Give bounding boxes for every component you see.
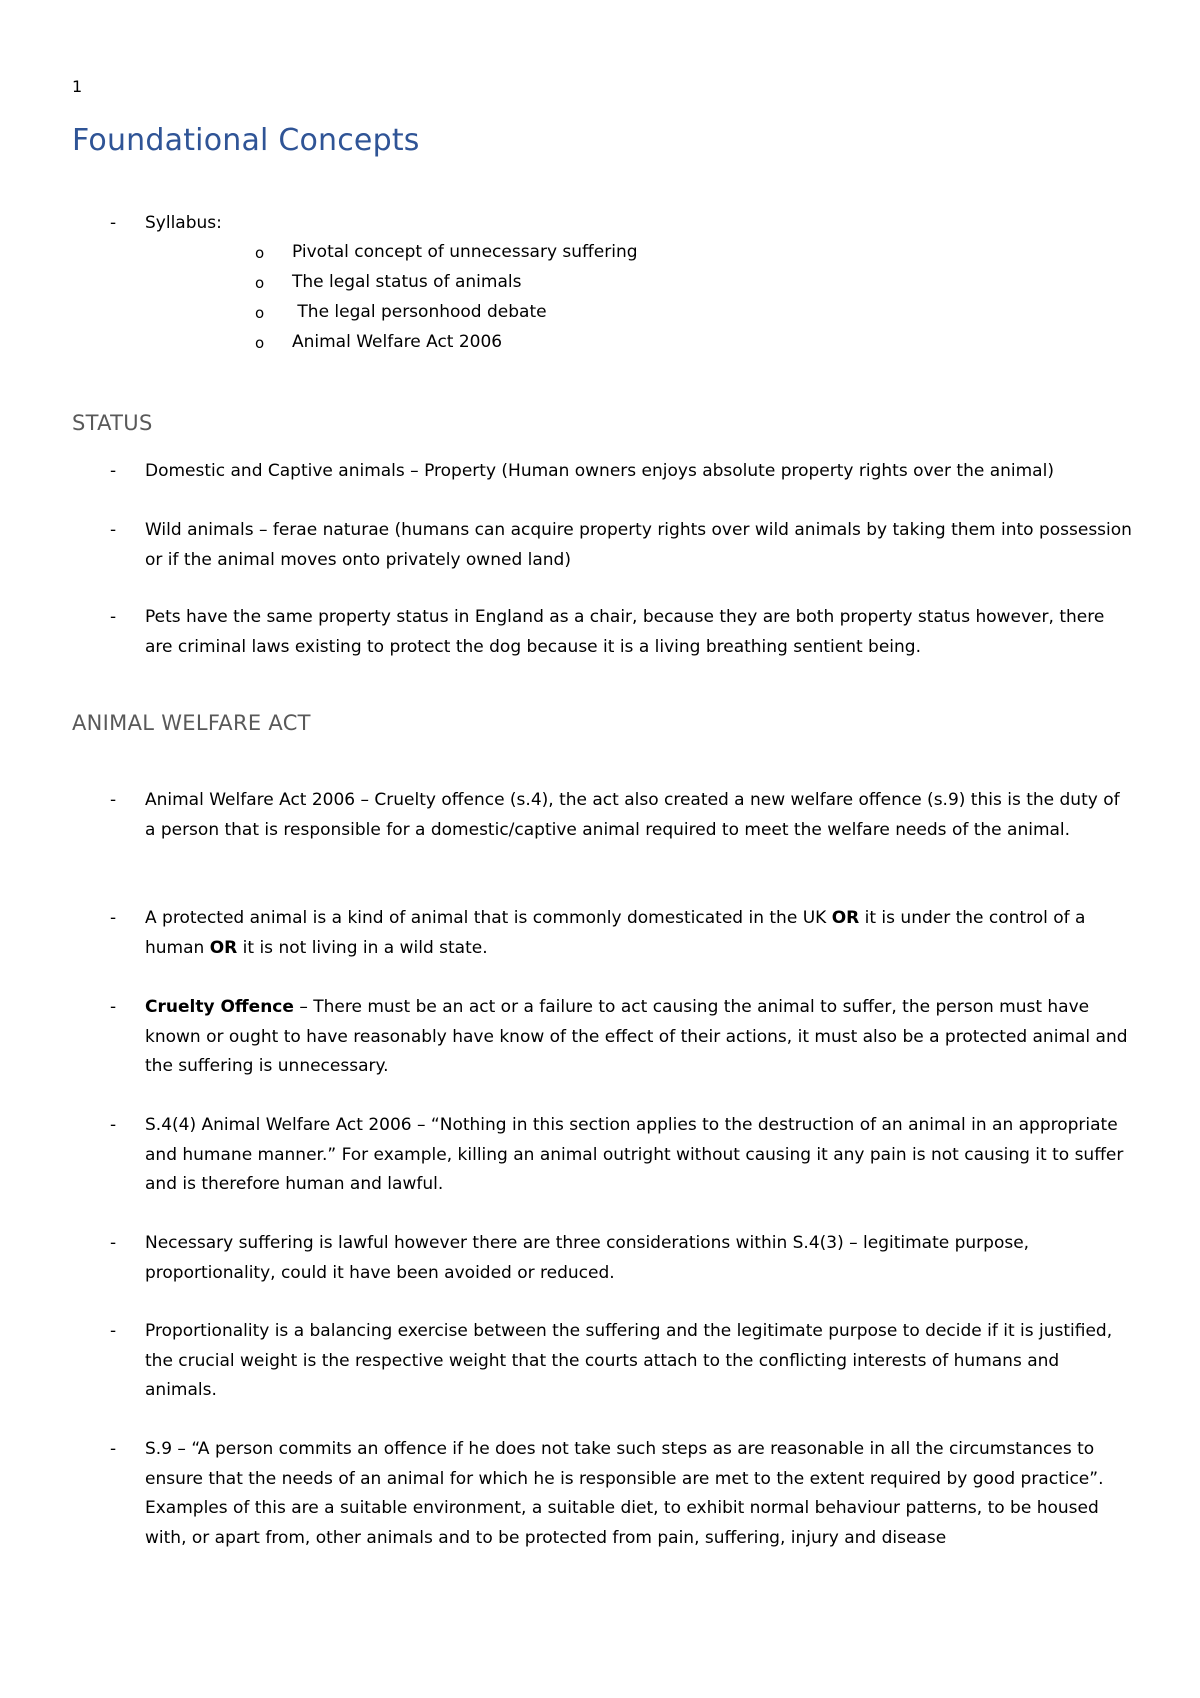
circle-bullet: o xyxy=(255,244,265,262)
dash-bullet: - xyxy=(110,1439,117,1459)
dash-bullet: - xyxy=(110,790,117,810)
section-heading-animal-welfare-act: ANIMAL WELFARE ACT xyxy=(72,711,311,735)
dash-bullet: - xyxy=(110,607,117,627)
list-item-text xyxy=(145,904,1135,963)
syllabus-item-text: Pivotal concept of unnecessary suffering xyxy=(292,242,638,262)
text-run: it is not living in a wild state. xyxy=(237,937,488,958)
syllabus-label: Syllabus: xyxy=(145,213,222,233)
text-run: it is under the control of a human xyxy=(145,908,1086,958)
list-item-text: Wild animals – ferae naturae (humans can acquire property rights over wild animals by taking them into possession or if the animal moves onto privately owned land) xyxy=(145,520,1132,570)
circle-bullet: o xyxy=(255,334,265,352)
list-item-text: Pets have the same property status in England as a chair, because they are both property status however, there are criminal laws existing to protect the dog because it is a living breathing sentient being. xyxy=(145,607,1105,657)
dash-bullet: - xyxy=(110,908,117,928)
bold-term: Cruelty Offence xyxy=(145,997,294,1017)
dash-bullet: - xyxy=(110,997,117,1017)
page-title: Foundational Concepts xyxy=(72,123,420,158)
dash-bullet: - xyxy=(110,520,117,540)
bold-or: OR xyxy=(831,908,860,928)
bold-or: OR xyxy=(209,937,238,958)
text-run: A protected animal is a kind of animal that is commonly domesticated in the UK xyxy=(145,908,832,928)
dash-bullet: - xyxy=(110,1233,117,1253)
circle-bullet: o xyxy=(255,304,265,322)
dash-bullet: - xyxy=(110,213,117,233)
syllabus-item-text: The legal personhood debate xyxy=(292,302,547,322)
dash-bullet: - xyxy=(110,1115,117,1135)
list-item-text: S.9 – “A person commits an offence if he does not take such steps as are reasonable in all the circumstances to ensure that the needs of an animal for which he is responsible are met to the extent required by good practice”. Examples of this are a suitable environment, a suitable diet, to exhibit normal behaviour patterns, to be housed with, or apart from, other animals and to be protected from pain, suffering, injury and disease xyxy=(145,1439,1104,1548)
text-run: – There must be an act or a failure to act causing the animal to suffer, the person must have known or ought to have reasonably have know of the effect of their actions, it must also be a protected animal and the suffering is unnecessary. xyxy=(145,997,1128,1076)
list-item-text xyxy=(145,993,1135,1082)
list-item-text: Animal Welfare Act 2006 – Cruelty offence (s.4), the act also created a new welfare offence (s.9) this is the duty of a person that is responsible for a domestic/captive animal required to meet the welfare needs of the animal. xyxy=(145,790,1120,840)
dash-bullet: - xyxy=(110,1321,117,1341)
syllabus-item-text: The legal status of animals xyxy=(292,272,522,292)
list-item-text: Proportionality is a balancing exercise between the suffering and the legitimate purpose to decide if it is justified, the crucial weight is the respective weight that the courts attach to the conflicting interests of humans and animals. xyxy=(145,1321,1113,1400)
list-item-text: Necessary suffering is lawful however there are three considerations within S.4(3) – legitimate purpose, proportionality, could it have been avoided or reduced. xyxy=(145,1233,1030,1283)
section-heading-status: STATUS xyxy=(72,411,153,435)
page-number: 1 xyxy=(72,77,83,96)
syllabus-item-text: Animal Welfare Act 2006 xyxy=(292,332,503,352)
list-item-text: Domestic and Captive animals – Property (Human owners enjoys absolute property rights over the animal) xyxy=(145,461,1054,481)
dash-bullet: - xyxy=(110,461,117,481)
circle-bullet: o xyxy=(255,274,265,292)
list-item-text: S.4(4) Animal Welfare Act 2006 – “Nothing in this section applies to the destruction of an animal in an appropriate and humane manner.” For example, killing an animal outright without causing it any pain is not causing it to suffer and is therefore human and lawful. xyxy=(145,1115,1124,1194)
